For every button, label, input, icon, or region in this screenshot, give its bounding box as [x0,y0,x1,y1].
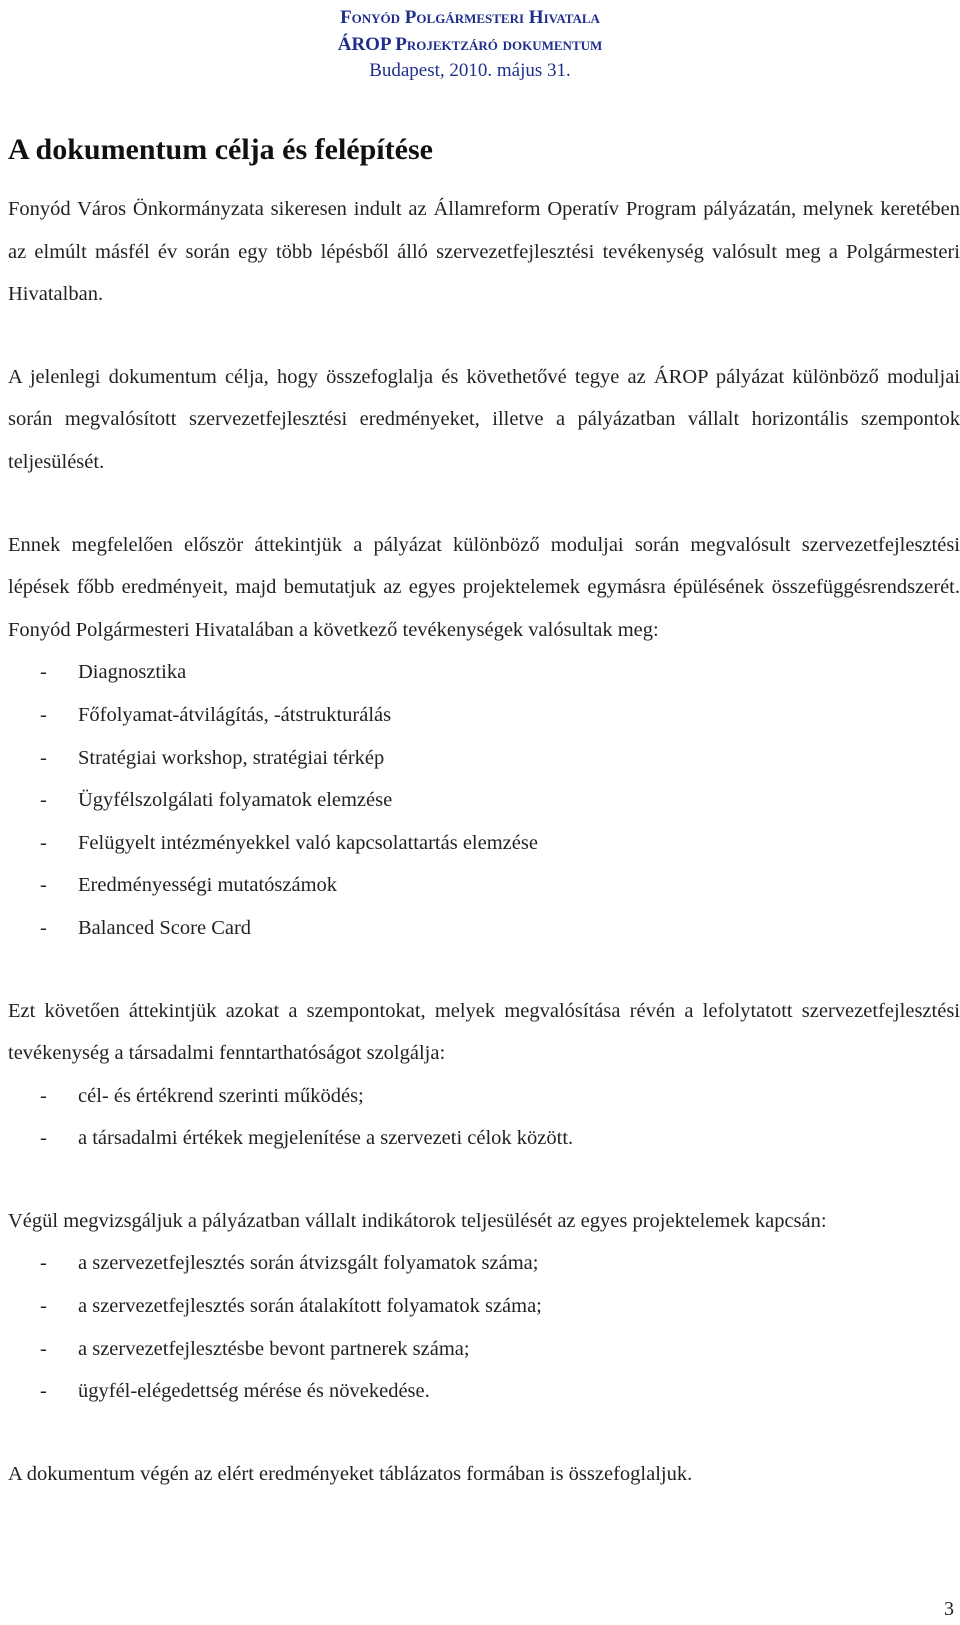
paragraph-indicators: Végül megvizsgáljuk a pályázatban vállalt indikátorok teljesülését az egyes projektelemek kapcsán: [8,1209,827,1232]
sustainability-list [8,1075,960,1160]
bullet-dash: - [40,746,47,769]
list-item: - Ügyfélszolgálati folyamatok elemzése [8,779,960,822]
list-item: - a szervezetfejlesztés során átalakított folyamatok száma; [8,1285,960,1328]
list-item: - Felügyelt intézményekkel való kapcsolattartás elemzése [8,822,960,865]
bullet-dash: - [40,831,47,854]
list-item: - a szervezetfejlesztésbe bevont partnerek száma; [8,1328,960,1371]
paragraph-intro: Fonyód Város Önkormányzata sikeresen indult az Államreform Operatív Program pályázatán, melynek keretében az elmúlt másfél év során egy több lépésből álló szervezetfejlesztési tevékenység valósult meg a Polgármesteri Hivatalban. [8,198,960,306]
list-item: - a szervezetfejlesztés során átvizsgált folyamatok száma; [8,1242,960,1285]
bullet-dash: - [40,703,47,726]
activities-list [8,651,960,949]
header-date: Budapest, 2010. május 31. [369,60,571,81]
indicators-list [8,1242,960,1412]
page-number: 3 [944,1598,954,1620]
list-item: - Diagnosztika [8,651,960,694]
list-item: - Főfolyamat-átvilágítás, -átstrukturálás [8,694,960,737]
bullet-dash: - [40,874,47,897]
bullet-dash: - [40,661,47,684]
bullet-dash: - [40,1084,47,1107]
paragraph-purpose: A jelenlegi dokumentum célja, hogy összefoglalja és követhetővé tegye az ÁROP pályázat különböző moduljai során megvalósított szervezetfejlesztési eredményeket, illetve a pályázatban vállalt horizontális szempontok teljesülését. [8,365,960,473]
list-item: - ügyfél-elégedettség mérése és növekedése. [8,1370,960,1413]
bullet-dash: - [40,916,47,939]
list-item: - cél- és értékrend szerinti működés; [8,1075,960,1118]
list-item: - a társadalmi értékek megjelenítése a szervezeti célok között. [8,1117,960,1160]
header-document-type: ÁROP Projektzáró dokumentum [337,34,603,55]
bullet-dash: - [40,1337,47,1360]
document-header [300,4,640,83]
page-body [8,130,960,1495]
bullet-dash: - [40,1380,47,1403]
list-item: - Stratégiai workshop, stratégiai térkép [8,737,960,780]
paragraph-overview: Ennek megfelelően először áttekintjük a pályázat különböző moduljai során megvalósult szervezetfejlesztési lépések főbb eredményeit, majd bemutatjuk az egyes projektelemek egymásra épülésének összefüggésrendszerét. Fonyód Polgármesteri Hivatalában a következő tevékenységek valósultak meg: [8,533,960,641]
bullet-dash: - [40,789,47,812]
bullet-dash: - [40,1252,47,1275]
bullet-dash: - [40,1127,47,1150]
list-item: - Balanced Score Card [8,907,960,950]
paragraph-summary: A dokumentum végén az elért eredményeket táblázatos formában is összefoglaljuk. [8,1462,693,1485]
bullet-dash: - [40,1295,47,1318]
header-organization: Fonyód Polgármesteri Hivatala [340,7,600,28]
list-item: - Eredményességi mutatószámok [8,864,960,907]
page-title: A dokumentum célja és felépítése [8,133,433,166]
paragraph-sustainability: Ezt követően áttekintjük azokat a szempontokat, melyek megvalósítása révén a lefolytatott szervezetfejlesztési tevékenység a társadalmi fenntarthatóságot szolgálja: [8,999,960,1065]
